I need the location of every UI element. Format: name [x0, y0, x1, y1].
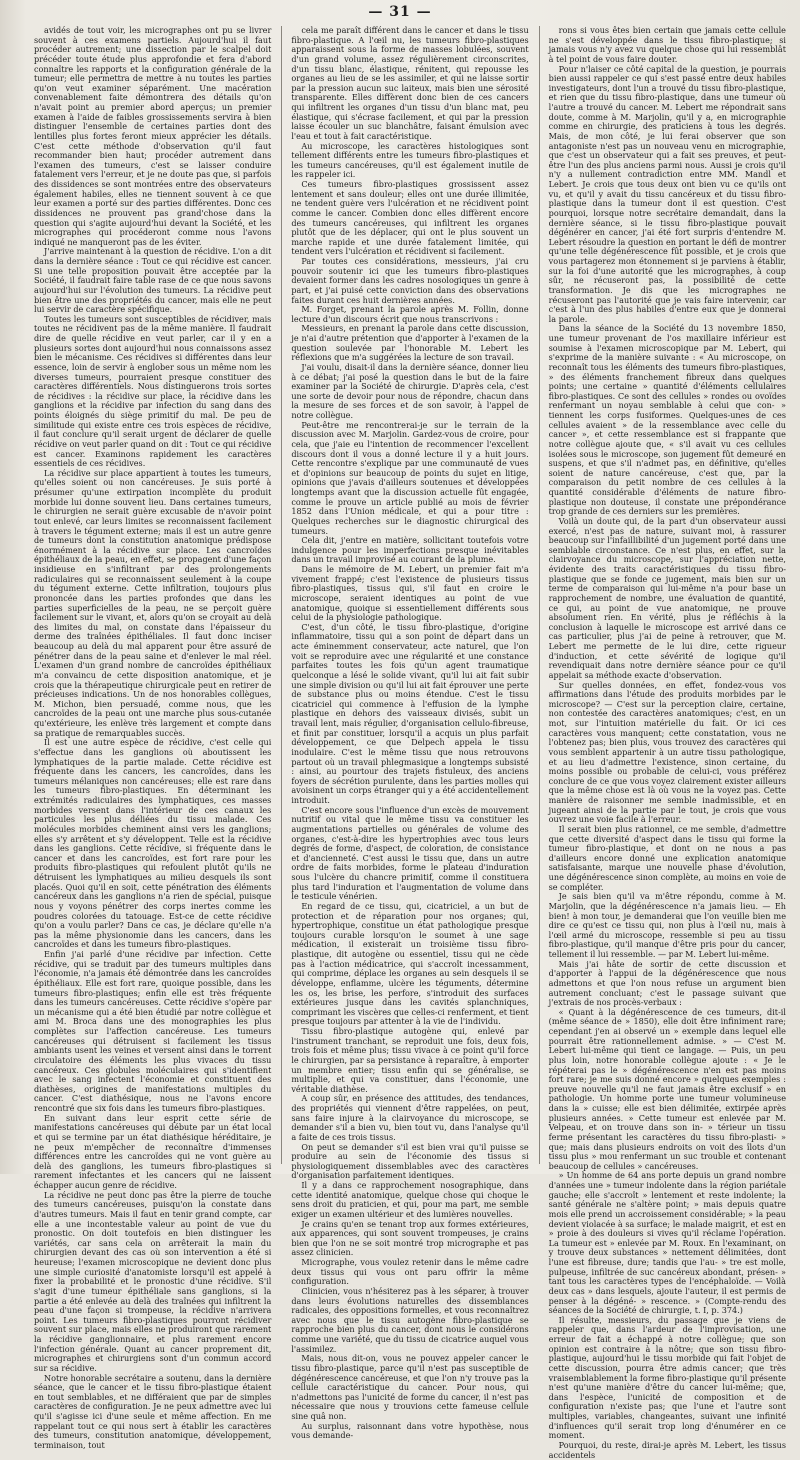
paragraph: Au microscope, les caractères histologiques sont tellement différents entre les tumeurs fibro-plastiques et les tumeurs cancéreuses, qu'il est également inutile de les rappeler ici. [291, 140, 529, 180]
paragraph: Notre honorable secrétaire a soutenu, dans la dernière séance, que le cancer et le tissu fibro-plastique étaient en tout semblables, et ne différaient que par de simples caractères de configuration. Je ne peux admettre avec lui qu'il s'agisse ici d'une seule et même affection. En me rappelant tout ce qui nous sert à établir les caractères des tumeurs, constitution anatomique, développement, terminaison, tout [34, 1372, 272, 1450]
paragraph: Je crains qu'en se tenant trop aux formes extérieures, aux apparences, qui sont souvent trompeuses, je crains bien que l'on ne se soit montré trop micrographe et pas assez clinicien. [291, 1218, 529, 1258]
paragraph: On peut se demander s'il est bien vrai qu'il puisse se produire au sein de l'économie des tissus si physiologiquement dissemblables avec des caractères d'organisation parfaitement identiques. [291, 1141, 529, 1181]
paragraph: C'est, d'un côté, le tissu fibro-plastique, d'origine inflammatoire, tissu qui a son point de départ dans un acte éminemment conservateur, acte naturel, que l'on voit se reproduire avec une régularité et une constance parfaites toutes les fois qu'un agent traumatique quelconque a lésé le solide vivant, qu'il lui ait fait subir une simple division ou qu'il lui ait fait éprouver une perte de substance plus ou moins étendue. C'est le tissu cicatriciel qui commence à l'effusion de la lymphe plastique en dehors des vaisseaux divisés, subit un travail lent, mais régulier, d'organisation cellulo-fibreuse, et finit par constituer, lorsqu'il a acquis un plus parfait développement, ce que Delpech appela le tissu inodulaire. C'est le même tissu que nous retrouvons partout où un travail phlegmasique a longtemps subsisté : ainsi, au pourtour des trajets fistuleux, des anciens foyers de sécrétion purulente, dans les parties molles qui avoisinent un corps étranger qui y a été accidentellement introduit. [291, 621, 529, 805]
paragraph: » Un homme de 64 ans porte depuis un grand nombre d'années une » tumeur indolente dans la région pariétale gauche; elle s'accroît » lentement et reste indolente; la santé générale ne s'altère point; » mais depuis quatre mois elle prend un accroissement considérable; » la peau devient violacée à sa surface; le malade maigrit, et est en » proie à des douleurs si vives qu'il réclame l'opération. La tumeur est » enlevée par M. Roux. En l'examinant, on y trouve deux substances » nettement délimitées, dont l'une est fibreuse, dure; tandis que l'au- » tre est molle, pulpeuse, infiltrée de suc cancéreux abondant, présen- » tant tous les caractères types de l'encéphaloïde. — Voilà deux cas » dans lesquels, ajoute l'auteur, il est permis de penser à la dégéné- » rescence. » (Compte-rendu des séances de la Société de chirurgie, t. I, p. 374.) [548, 1170, 786, 1316]
paragraph: C'est encore sous l'influence d'un excès de mouvement nutritif ou vital que le même tissu va constituer les augmentations partielles ou générales de volume des organes, c'est-à-dire les hypertrophies avec tous leurs degrés de forme, d'aspect, de coloration, de consistance et d'ancienneté. C'est aussi le tissu que, dans un autre ordre de faits morbides, forme le plateau d'induration sous l'ulcère du chancre primitif, comme il constituera plus tard l'induration et l'augmentation de volume dans le testicule vénérien. [291, 804, 529, 902]
text-columns [34, 25, 786, 1460]
paragraph: Ces tumeurs fibro-plastiques grossissent assez lentement et sans douleur; elles ont une durée illimitée, ne tendent guère vers l'ulcération et ne récidivent point comme le cancer. Combien donc elles diffèrent encore des tumeurs cancéreuses, qui infiltrent les organes plutôt que de les déplacer, qui ont le plus souvent un marche rapide et une durée fatalement limitée, qui tendent vers l'ulcération et récidivent si facilement. [291, 179, 529, 257]
paragraph: A coup sûr, en présence des attitudes, des tendances, des propriétés qui viennent d'être rappelées, on peut, sans faire injure à la clairvoyance du microscope, se demander s'il a bien vu, bien tout vu, dans l'analyse qu'il a faite de ces trois tissus. [291, 1093, 529, 1142]
column-middle [281, 25, 529, 1441]
paragraph: Il résulte, messieurs, du passage que je viens de rappeler que, dans l'ardeur de l'improvisation, une erreur de fait a échappé à notre collègue; que son opinion est contraire à la nôtre; que son tissu fibro-plastique, aujourd'hui le tissu morbide qui fait l'objet de cette discussion, pourra être admis cancer; que très vraisemblablement la forme fibro-plastique qu'il présente n'est qu'une manière d'être du cancer lui-même; que, dans l'espèce, l'unicité de composition et de configuration n'existe pas; que l'une et l'autre sont multiples, variables, changeantes, suivant une infinité d'influences qu'il serait trop long d'énumérer en ce moment. [548, 1314, 786, 1441]
paragraph: Clinicien, vous n'hésiterez pas à les séparer, à trouver dans leurs évolutions naturelles des dissemblances radicales, des oppositions formelles, et vous reconnaîtrez avec nous que le tissu autogène fibro-plastique se rapproche bien plus du cancer, dont nous le considérons comme une variété, que du tissu de cicatrice auquel vous l'assimilez. [291, 1285, 529, 1354]
paragraph: Voilà un doute qui, de la part d'un observateur aussi exercé, n'est pas de nature, suivant moi, à rassurer beaucoup sur l'infaillibilité d'un jugement porté dans une semblable circonstance. Ce n'est plus, en effet, sur la clairvoyance du microscope, sur l'appréciation nette, évidente des traits caractéristiques du tissu fibro-plastique que se fonde ce jugement, mais bien sur un terme de comparaison qui lui-même n'a pour base un rapprochement de nombre, une évaluation de quantité, ce qui, au point de vue anatomique, ne prouve absolument rien. En vérité, plus je réfléchis à la conclusion à laquelle le microscope est arrivé dans ce cas particulier, plus j'ai de peine à retrouver, que M. Lebert me permette de le lui dire, cette rigueur d'induction, et cette sévérité de logique qu'il revendiquait dans notre dernière séance pour ce qu'il appelait sa méthode exacte d'observation. [548, 515, 786, 680]
column-right [539, 25, 786, 1460]
paragraph: Je sais bien qu'il va m'être répondu, comme à M. Marjolin, que la dégénérescence n'a jamais lieu. — Eh bien! à mon tour, je demanderai que l'on veuille bien me dire ce qu'est ce tissu qui, non plus à l'œil nu, mais à l'œil armé du microscope, ressemble si peu au tissu fibro-plastique, qu'il manque d'être pris pour du cancer, tellement il lui ressemble. — par M. Lebert lui-même. [548, 891, 786, 959]
paragraph: Peut-être me rencontrerai-je sur le terrain de la discussion avec M. Marjolin. Gardez-vous de croire, pour cela, que j'aie eu l'intention de recommencer l'excellent discours dont il vous a donné lecture il y a huit jours. Cette rencontre s'explique par une communauté de vues et d'opinions sur beaucoup de points du sujet en litige, opinions que j'avais d'ailleurs soutenues et développées longtemps avant que la discussion actuelle fût engagée, comme le prouve un article publié au mois de février 1852 dans l'Union médicale, et qui a pour titre : Quelques recherches sur le diagnostic chirurgical des tumeurs. [291, 419, 529, 536]
paragraph: Mais j'ai hâte de sortir de cette discussion et d'apporter à l'appui de la dégénérescence que nous admettons et que l'on nous refuse un argument bien autrement concluant; c'est le passage suivant que j'extrais de nos procès-verbaux : [548, 958, 786, 1008]
paragraph: Dans le mémoire de M. Lebert, un premier fait m'a vivement frappé; c'est l'existence de plusieurs tissus fibro-plastiques, tissus qui, s'il faut en croire le microscope, seraient identiques au point de vue anatomique, quoique si essentiellement différents sous celui de la physiologie pathologique. [291, 564, 529, 623]
paragraph: La récidive sur place appartient à toutes les tumeurs, qu'elles soient ou non cancéreuses. Je suis porté à présumer qu'une extirpation incomplète du produit morbide lui donne souvent lieu. Dans certaines tumeurs, le chirurgien ne serait guère excusable de n'avoir point tout enlevé, car leurs limites se reconnaissent facilement à travers le tégument externe; mais il est un autre genre de tumeurs dont la constitution anatomique prédispose énormément à la récidive sur place. Les cancroïdes épithéliaux de la peau, en effet, se propagent d'une façon insidieuse en s'infiltrant par des prolongements radiculaires qui se reconnaissent seulement à la coupe du tégument externe. Cette infiltration, toujours plus prononcée dans les parties profondes que dans les parties superficielles de la peau, ne se perçoit guère facilement sur le vivant, et, alors qu'on se croyait au delà des limites du mal, on constate dans l'épaisseur du derme des traînées épithéliales. Il faut donc inciser beaucoup au delà du mal apparent pour être assuré de pénétrer dans de la peau saine et d'enlever le mal réel. L'examen d'un grand nombre de cancroïdes épithéliaux m'a convaincu de cette disposition anatomique, et je crois que la thérapeutique chirurgicale peut en retirer de précieuses indications. Un de nos honorables collègues, M. Michon, bien persuadé, comme nous, que les cancroïdes de la peau ont une marche plus sous-cutanée qu'extérieure, les enlève très largement et compte dans sa pratique de remarquables succès. [34, 467, 272, 738]
paragraph: cela me paraît différent dans le cancer et dans le tissu fibro-plastique. A l'œil nu, les tumeurs fibro-plastiques apparaissent sous la forme de masses lobulées, souvent d'un grand volume, assez régulièrement circonscrites, d'un tissu blanc, élastique, rénitent, qui repousse les organes au lieu de se les assimiler, et qui ne laisse sortir par la pression aucun suc laiteux, mais bien une sérosité transparente. Elles diffèrent donc bien de ces cancers qui infiltrent les organes d'un tissu d'un blanc mat, peu élastique, qui s'écrase facilement, et qui par la pression laisse écouler un suc blanchâtre, faisant émulsion avec l'eau et tout à fait caractéristique. [291, 25, 529, 141]
paragraph: Cela dit, j'entre en matière, sollicitant toutefois votre indulgence pour les imperfections presque inévitables dans un travail improvisé au courant de la plume. [291, 535, 529, 565]
paragraph: Par toutes ces considérations, messieurs, j'ai cru pouvoir soutenir ici que les tumeurs fibro-plastiques devaient former dans les cadres nosologiques un genre à part, et j'ai puisé cette conviction dans des observations faites durant ces huit dernières années. [291, 256, 529, 305]
paragraph: Enfin j'ai parlé d'une récidive par infection. Cette récidive, qui se traduit par des tumeurs multiples dans l'économie, n'a jamais été démontrée dans les cancroïdes épithéliaux. Elle est fort rare, quoique possible, dans les tumeurs fibro-plastiques; enfin elle est très fréquente dans les tumeurs cancéreuses. Cette récidive s'opère par un mécanisme qui a été bien étudié par notre collègue et ami M. Broca dans une des monographies les plus complètes sur l'affection cancéreuse. Les tumeurs cancéreuses qui détruisent si facilement les tissus ambiants usent les veines et versent ainsi dans le torrent circulatoire des éléments les plus vivaces du tissu cancéreux. Ces globules moléculaires qui s'identifient avec le sang infectent l'économie et constituent des diathèses, origines de manifestations multiples du cancer. C'est diathésique, nous ne l'avons encore rencontré que six fois dans les tumeurs fibro-plastiques. [34, 949, 272, 1113]
paragraph: Tissu fibro-plastique autogène qui, enlevé par l'instrument tranchant, se reproduit une fois, deux fois, trois fois et même plus; tissu vivace à ce point qu'il force le chirurgien, par sa persistance à reparaître, à emporter un membre entier; tissu enfin qui se généralise, se multiplie, et qui va constituer, dans l'économie, une véritable diathèse. [291, 1026, 529, 1094]
paragraph: Il y a dans ce rapprochement nosographique, dans cette identité anatomique, quelque chose qui choque le sens droit du praticien, et qui, pour ma part, me semble exiger un examen ultérieur et des lumières nouvelles. [291, 1180, 529, 1219]
paragraph: Dans la séance de la Société du 13 novembre 1850, une tumeur provenant de l'os maxillaire inférieur est soumise à l'examen microscopique par M. Lebert, qui s'exprime de la manière suivante : « Au microscope, on reconnaît tous les éléments des tumeurs fibro-plastiques, » des éléments franchement fibreux dans quelques points; une certaine » quantité d'éléments cellulaires fibro-plastiques. Ce sont des cellules » rondes ou ovoïdes renfermant un noyau semblable à celui que con- » tiennent les corps fusiformes. Quelques-unes de ces cellules avaient » de la ressemblance avec celle du cancer », et cette ressemblance est si frappante que notre collègue ajoute que, « s'il avait vu ces cellules isolées sous le microscope, son jugement fût demeuré en suspens, et que s'il n'admet pas, en définitive, qu'elles soient de nature cancéreuse, c'est que, par la comparaison du petit nombre de ces cellules à la quantité considérable d'éléments de nature fibro-plastique non douteuse, il constate une prépondérance trop grande de ces derniers sur les premières. [548, 323, 786, 517]
column-left [34, 25, 272, 1450]
paragraph: Messieurs, en prenant la parole dans cette discussion, je n'ai d'autre prétention que d'apporter à l'examen de la question soulevée par l'honorable M. Lebert les réflexions que m'a suggérées la lecture de son travail. [291, 323, 529, 363]
paragraph: Au surplus, raisonnant dans votre hypothèse, nous vous demande- [291, 1420, 529, 1441]
paragraph: Il serait bien plus rationnel, ce me semble, d'admettre que cette diversité d'aspect dans le tissu qui forme la tumeur fibro-plastique, et dont on ne nous a pas d'ailleurs encore donné une explication anatomique satisfaisante, marque une nouvelle phase d'évolution, une dégénérescence sinon complète, au moins en voie de se compléter. [548, 823, 786, 892]
paragraph: Sur quelles données, en effet, fondez-vous vos affirmations dans l'étude des produits morbides par le microscope? — C'est sur la perception claire, certaine, non contestée des caractères anatomiques; c'est, en un mot, sur l'intuition matérielle du fait. Or ici ces caractères vous manquent; cette constatation, vous ne l'obtenez pas; bien plus, vous trouvez des caractères qui vous semblent appartenir à un autre tissu pathologique, et au lieu d'admettre l'existence, sinon certaine, du moins possible ou probable de celui-ci, vous préférez conclure de ce que vous voyez clairement exister ailleurs que la même chose est là où vous ne la voyez pas. Cette manière de raisonner me semble inadmissible, et en jugeant ainsi de la partie par le tout, je crois que vous ouvrez une voie facile à l'erreur. [548, 679, 786, 825]
paragraph: Pourquoi, du reste, dirai-je après M. Lebert, les tissus accidentels [548, 1439, 786, 1460]
paragraph: Mais, nous dit-on, vous ne pouvez appeler cancer le tissu fibro-plastique, parce qu'il n'est pas susceptible de dégénérescence cancéreuse, et que l'on n'y trouve pas la cellule caractéristique du cancer. Pour nous, qui n'admettons pas l'unicité de forme du cancer, il n'est pas nécessaire que nous y trouvions cette fameuse cellule sine quâ non. [291, 1353, 529, 1421]
paragraph: M. Forget, prenant la parole après M. Follin, donne lecture d'un discours écrit que nous transcrivons : [291, 304, 529, 324]
paragraph: avidés de tout voir, les micrographes ont pu se livrer souvent à ces examens partiels. Aujourd'hui il faut procéder autrement; une dissection par le scalpel doit précéder toute étude plus approfondie et fera d'abord connaître les rapports et la configuration générale de la tumeur; elle permettra de mettre à nu toutes les parties qu'on veut examiner séparément. Une macération convenablement faite démontrera des détails qu'on n'avait point au premier abord aperçus; un premier examen à l'aide de faibles grossissements servira à bien distinguer l'ensemble de certaines parties dont des lentilles plus fortes feront mieux apprécier les détails. C'est cette méthode d'observation qu'il faut recommander bien haut; procéder autrement dans l'examen des tumeurs, c'est se laisser conduire fatalement vers l'erreur, et je ne doute pas que, si parfois des dissidences se sont montrées entre des observateurs également habiles, elles ne tiennent souvent à ce que leur examen a porté sur des parties différentes. Donc ces dissidences ne prouvent pas grand'chose dans la question qui s'agite aujourd'hui devant la Société, et les micrographes qui procéderont comme nous l'avons indiqué ne manqueront pas de les éviter. [34, 25, 272, 247]
paragraph: rons si vous êtes bien certain que jamais cette cellule ne s'est développée dans le tissu fibro-plastique; si jamais vous n'y avez vu quelque chose qui lui ressemblât à tel point de vous faire douter. [548, 25, 786, 64]
paragraph: Micrographe, vous voulez retenir dans le même cadre deux tissus qui vous ont paru offrir la même configuration. [291, 1257, 529, 1287]
paragraph: J'ai voulu, disait-il dans la dernière séance, donner lieu à ce débat; j'ai posé la question dans le but de la faire examiner par la Société de chirurgie. D'après cela, c'est une sorte de devoir pour nous de répondre, chacun dans la mesure de ses forces et de son savoir, à l'appel de notre collègue. [291, 361, 529, 420]
paragraph: « Quant à la dégénérescence de ces tumeurs, dit-il (même séance de » 1850), elle doit être infiniment rare; cependant j'en ai observé un » exemple dans lequel elle pourrait être rationnellement admise. » — C'est M. Lebert lui-même qui tient ce langage. — Puis, un peu plus loin, notre honorable collègue ajoute : « Je le répéterai pas le » dégénérescence n'en est pas moins fort rare; je me suis donné encore » quelques exemples : preuve nouvelle qu'il ne faut jamais être exclusif » en pathologie. Un homme porte une tumeur volumineuse dans la » cuisse; elle est bien délimitée, extirpée après plusieurs années. » Cette tumeur est enlevée par M. Velpeau, et on trouve dans son in- » térieur un tissu ferme présentant les caractères du tissu fibro-plasti- » que; mais dans plusieurs endroits on voit des îlots d'un tissu plus » mou renfermant un suc trouble et contenant beaucoup de cellules » cancéreuses. [548, 1006, 786, 1171]
paragraph: En suivant dans leur esprit cette série de manifestations cancéreuses qui débute par un état local et qui se termine par un état diathésique héréditaire, je ne peux m'empêcher de reconnaître d'immenses différences entre les cancroïdes qui ne vont guère au delà des ganglions, les tumeurs fibro-plastiques si rarement infectantes et les cancers qui ne laissent échapper aucun genre de récidive. [34, 1112, 272, 1190]
paragraph: Pour n'laiser ce côté capital de la question, je pourrais bien aussi rappeler ce qui s'est passé entre deux habiles investigateurs, dont l'un a trouvé du tissu fibro-plastique, et rien que du tissu fibro-plastique, dans une tumeur où l'autre a trouvé du cancer. M. Lebert me répondrait sans doute, comme à M. Marjolin, qu'il y a, en micrographie comme en chirurgie, des praticiens à tous les degrés. Mais, de mon côté, je lui ferai observer que son antagoniste n'est pas un nouveau venu en micrographie, que c'est un observateur qui a fait ses preuves, et peut-être l'un des plus anciens parmi nous. Aussi je crois qu'il n'y a nullement contradiction entre MM. Mandl et Lebert. Je crois que tous deux ont bien vu ce qu'ils ont vu, et qu'il y avait du tissu cancéreux et du tissu fibro-plastique dans la tumeur dont il est question. C'est pourquoi, lorsque notre secrétaire demandait, dans la dernière séance, si le tissu fibro-plastique pouvait dégénérer en cancer, j'ai été fort surpris d'entendre M. Lebert résoudre la question en portant le défi de montrer qu'une telle dégénérescence fût possible, et je crois que vous partagerez mon étonnement si je parviens à établir, sur la foi d'une autorité que les micrographes, à coup sûr, ne récuseront pas, la possibilité de cette transformation. Je dis que les micrographes ne récuseront pas l'autorité que je vais faire intervenir, car c'est à l'un des plus habiles d'entre eux que je donnerai la parole. [548, 63, 786, 324]
paragraph: En regard de ce tissu, qui, cicatriciel, a un but de protection et de réparation pour nos organes; qui, hypertrophique, constitue un état pathologique presque toujours curable lorsqu'on le soumet à une sage médication, il existerait un troisième tissu fibro-plastique, dit autogène ou essentiel, tissu qui ne cède pas à l'action médicatrice, qui s'accroît incessamment, qui comprime, déplace les organes au sein desquels il se développe, enflamme, ulcère les téguments, détermine les os, les brise, les perfore, s'introduit des surfaces extérieures jusque dans les cavités splanchniques, comprimant les viscères que celles-ci renferment, et tient presque toujours par attenter à la vie de l'individu. [291, 900, 529, 1027]
paragraph: La récidive ne peut donc pas être la pierre de touche des tumeurs cancéreuses, puisqu'on la constate dans d'autres tumeurs. Mais il faut en tenir grand compte, car elle a une incontestable valeur au point de vue du pronostic. On doit toutefois en bien distinguer les variétés, car sans cela on arrêterait la main du chirurgien devant des cas où son intervention a été si heureuse; l'examen microscopique ne devient donc plus une simple curiosité d'anatomiste lorsqu'il est appelé à fixer la probabilité et le pronostic d'une récidive. S'il s'agit d'une tumeur épithéliale sans ganglions, si la partie a été enlevée au delà des traînées qui infiltrent la peau d'une façon si trompeuse, la récidive n'arrivera point. Les tumeurs fibro-plastiques pourront récidiver souvent sur place, mais elles ne produiront que rarement la récidive ganglionnaire, et plus rarement encore l'infection générale. Quant au cancer proprement dit, micrographes et chirurgiens sont d'un commun accord sur sa récidive. [34, 1189, 272, 1373]
paragraph: J'arrive maintenant à la question de récidive. L'on a dit dans la dernière séance : Tout ce qui récidive est cancer. Si une telle proposition pouvait être acceptée par la Société, il faudrait faire table rase de ce que nous savons aujourd'hui sur l'évolution des tumeurs. La récidive peut bien être une des propriétés du cancer, mais elle ne peut lui servir de caractère spécifique. [34, 246, 272, 315]
page-number: — 31 — [368, 4, 432, 20]
paragraph: Il est une autre espèce de récidive, c'est celle qui s'effectue dans les ganglions où aboutissent les lymphatiques de la partie malade. Cette récidive est fréquente dans les cancers, les cancroïdes, dans les tumeurs mélaniques non cancéreuses; elle est rare dans les tumeurs fibro-plastiques. En déterminant les extrémités radiculaires des lymphatiques, ces masses morbides versent dans l'intérieur de ces canaux les particules les plus déliées du tissu malade. Ces molécules morbides cheminent ainsi vers les ganglions; elles s'y arrêtent et s'y développent. Telle est la récidive dans les ganglions. Cette récidive, si fréquente dans le cancer et dans les cancroïdes, est fort rare pour les produits fibro-plastiques qui refoulent plutôt qu'ils ne détruisent les lymphatiques au milieu desquels ils sont placés. Quoi qu'il en soit, cette pénétration des éléments cancéreux dans les ganglions n'a rien de spécial, puisque nous y voyons pénétrer des corps inertes comme les poudres colorées du tatouage. Est-ce de cette récidive qu'on a voulu parler? Dans ce cas, je déclare qu'elle n'a pas la même physionomie dans les cancers, dans les cancroïdes et dans les tumeurs fibro-plastiques. [34, 737, 272, 950]
paragraph: Toutes les tumeurs sont susceptibles de récidiver, mais toutes ne récidivent pas de la même manière. Il faudrait dire de quelle récidive en veut parler, car il y en a plusieurs sortes dont aujourd'hui nous connaissons assez bien le mécanisme. Ces récidives si différentes dans leur essence, loin de servir à englober sous un même nom les diverses tumeurs, pourraient presque constituer des caractères différentiels. Nous distinguerons trois sortes de récidives : la récidive sur place, la récidive dans les ganglions et la récidive par infection du sang dans des points éloignés du siège primitif du mal. De peu de similitude qui existe entre ces trois espèces de récidive, il faut conclure qu'il serait urgent de déclarer de quelle récidive on veut parler quand on dit : Tout ce qui récidive est cancer. Examinons rapidement les caractères essentiels de ces récidives. [34, 313, 272, 469]
